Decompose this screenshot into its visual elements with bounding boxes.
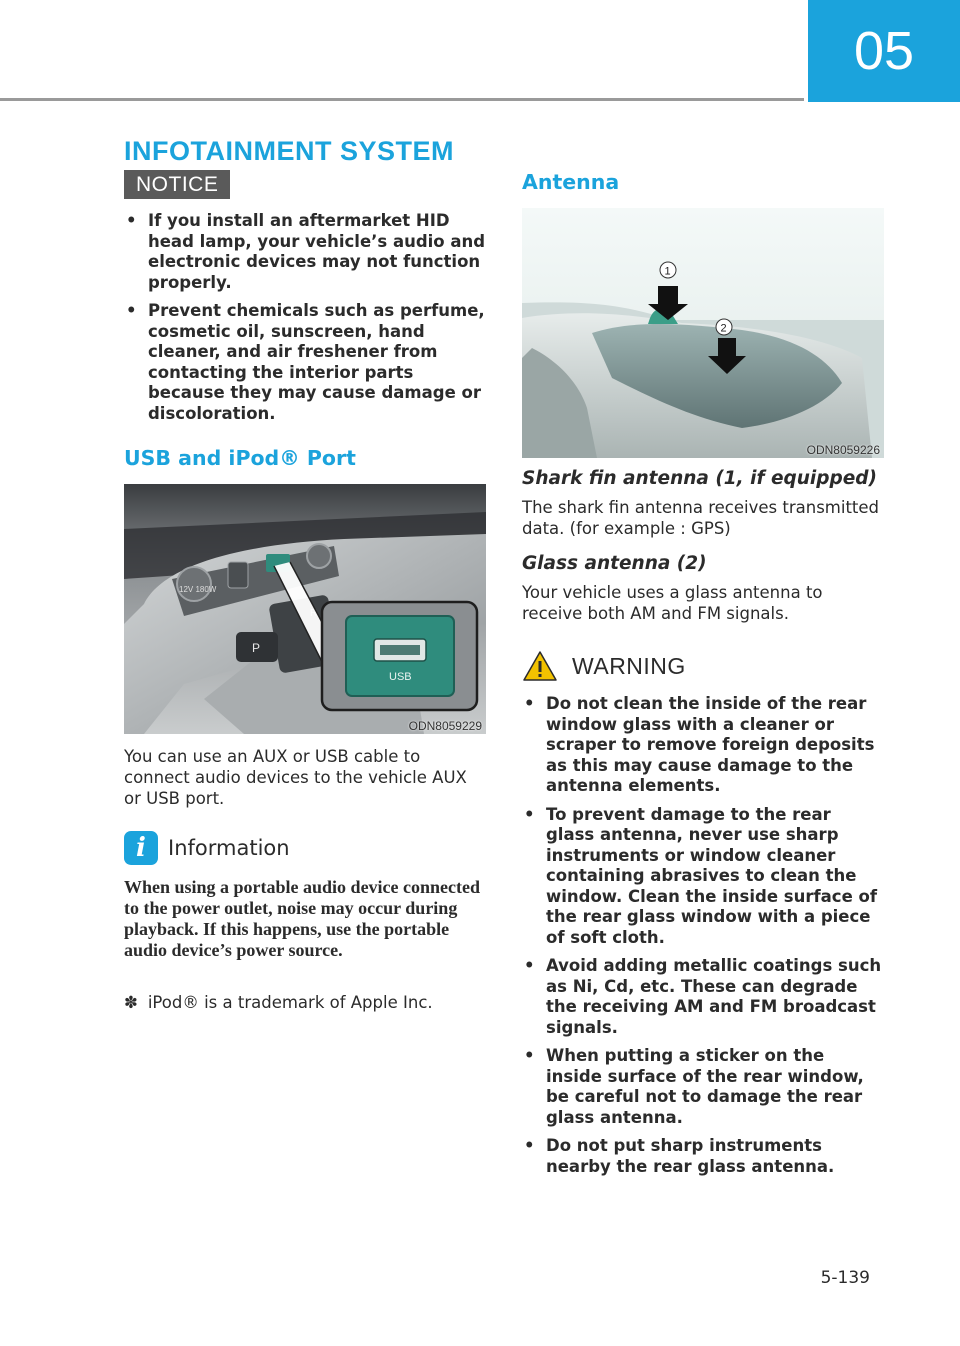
antenna-heading: Antenna: [522, 170, 620, 194]
usb-port-figure: [124, 484, 486, 734]
notice-item: • Prevent chemicals such as perfume, cosmetic oil, sunscreen, hand cleaner, and air freshener from contacting the interior parts because they may cause damage or discoloration.: [124, 301, 486, 424]
shark-fin-body: The shark fin antenna receives transmitted data. (for example : GPS): [522, 498, 880, 538]
figure-code: ODN8059226: [806, 443, 880, 457]
power-outlet-label: 12V 180W: [179, 585, 217, 594]
notice-list: [124, 211, 486, 424]
warning-header: [522, 650, 884, 682]
antenna-illustration: [522, 208, 884, 458]
warning-item: • To prevent damage to the rear glass antenna, never use sharp instruments or window cleaner containing abrasives to clean the window. Clean the inside surface of the rear glass window with a piece of soft cloth.: [522, 805, 884, 949]
section-title: INFOTAINMENT SYSTEM: [124, 136, 454, 166]
warning-item: • Do not clean the inside of the rear window glass with a cleaner or scraper to remove foreign deposits as this may cause damage to the antenna elements.: [522, 694, 884, 797]
notice-item: • If you install an aftermarket HID head lamp, your vehicle’s audio and electronic devices may not function properly.: [124, 211, 486, 293]
usb-port-illustration: [124, 484, 486, 734]
information-icon: i: [124, 831, 158, 865]
information-body: When using a portable audio device connected to the power outlet, noise may occur during playback. If this happens, use the portable audio device’s power source.: [124, 877, 481, 960]
shark-fin-heading: Shark fin antenna (1, if equipped): [522, 468, 877, 489]
header-rule: [0, 98, 804, 101]
page-number: 5-139: [820, 1268, 870, 1288]
notice-tag: NOTICE: [124, 170, 230, 199]
warning-item: • When putting a sticker on the inside surface of the rear window, be careful not to damage the rear glass antenna.: [522, 1046, 884, 1128]
glass-antenna-body: Your vehicle uses a glass antenna to receive both AM and FM signals.: [522, 583, 823, 623]
antenna-figure: [522, 208, 884, 458]
antenna-label-1: 1: [664, 265, 671, 278]
gear-p-label: P: [252, 641, 261, 655]
warning-title: WARNING: [572, 652, 686, 679]
usb-body: You can use an AUX or USB cable to connect audio devices to the vehicle AUX or USB port.: [124, 747, 467, 808]
information-header: [124, 831, 486, 865]
right-column: [522, 170, 884, 1185]
figure-code: ODN8059229: [408, 719, 482, 733]
warning-item: • Do not put sharp instruments nearby the rear glass antenna.: [522, 1136, 884, 1177]
warning-item: • Avoid adding metallic coatings such as Ni, Cd, etc. These can degrade the receiving AM and FM broadcast signals.: [522, 956, 884, 1038]
warning-list: [522, 694, 884, 1177]
footnote-text: iPod® is a trademark of Apple Inc.: [147, 993, 433, 1012]
usb-label: USB: [389, 671, 412, 683]
footnote-symbol: ✽: [124, 993, 138, 1012]
information-title: Information: [168, 836, 290, 860]
left-column: [124, 170, 486, 1012]
chapter-number: 05: [808, 0, 960, 102]
glass-antenna-heading: Glass antenna (2): [522, 553, 707, 574]
antenna-label-2: 2: [720, 322, 727, 335]
footnote: [124, 993, 486, 1012]
warning-triangle-icon: [522, 650, 558, 682]
usb-heading: USB and iPod® Port: [124, 446, 356, 470]
